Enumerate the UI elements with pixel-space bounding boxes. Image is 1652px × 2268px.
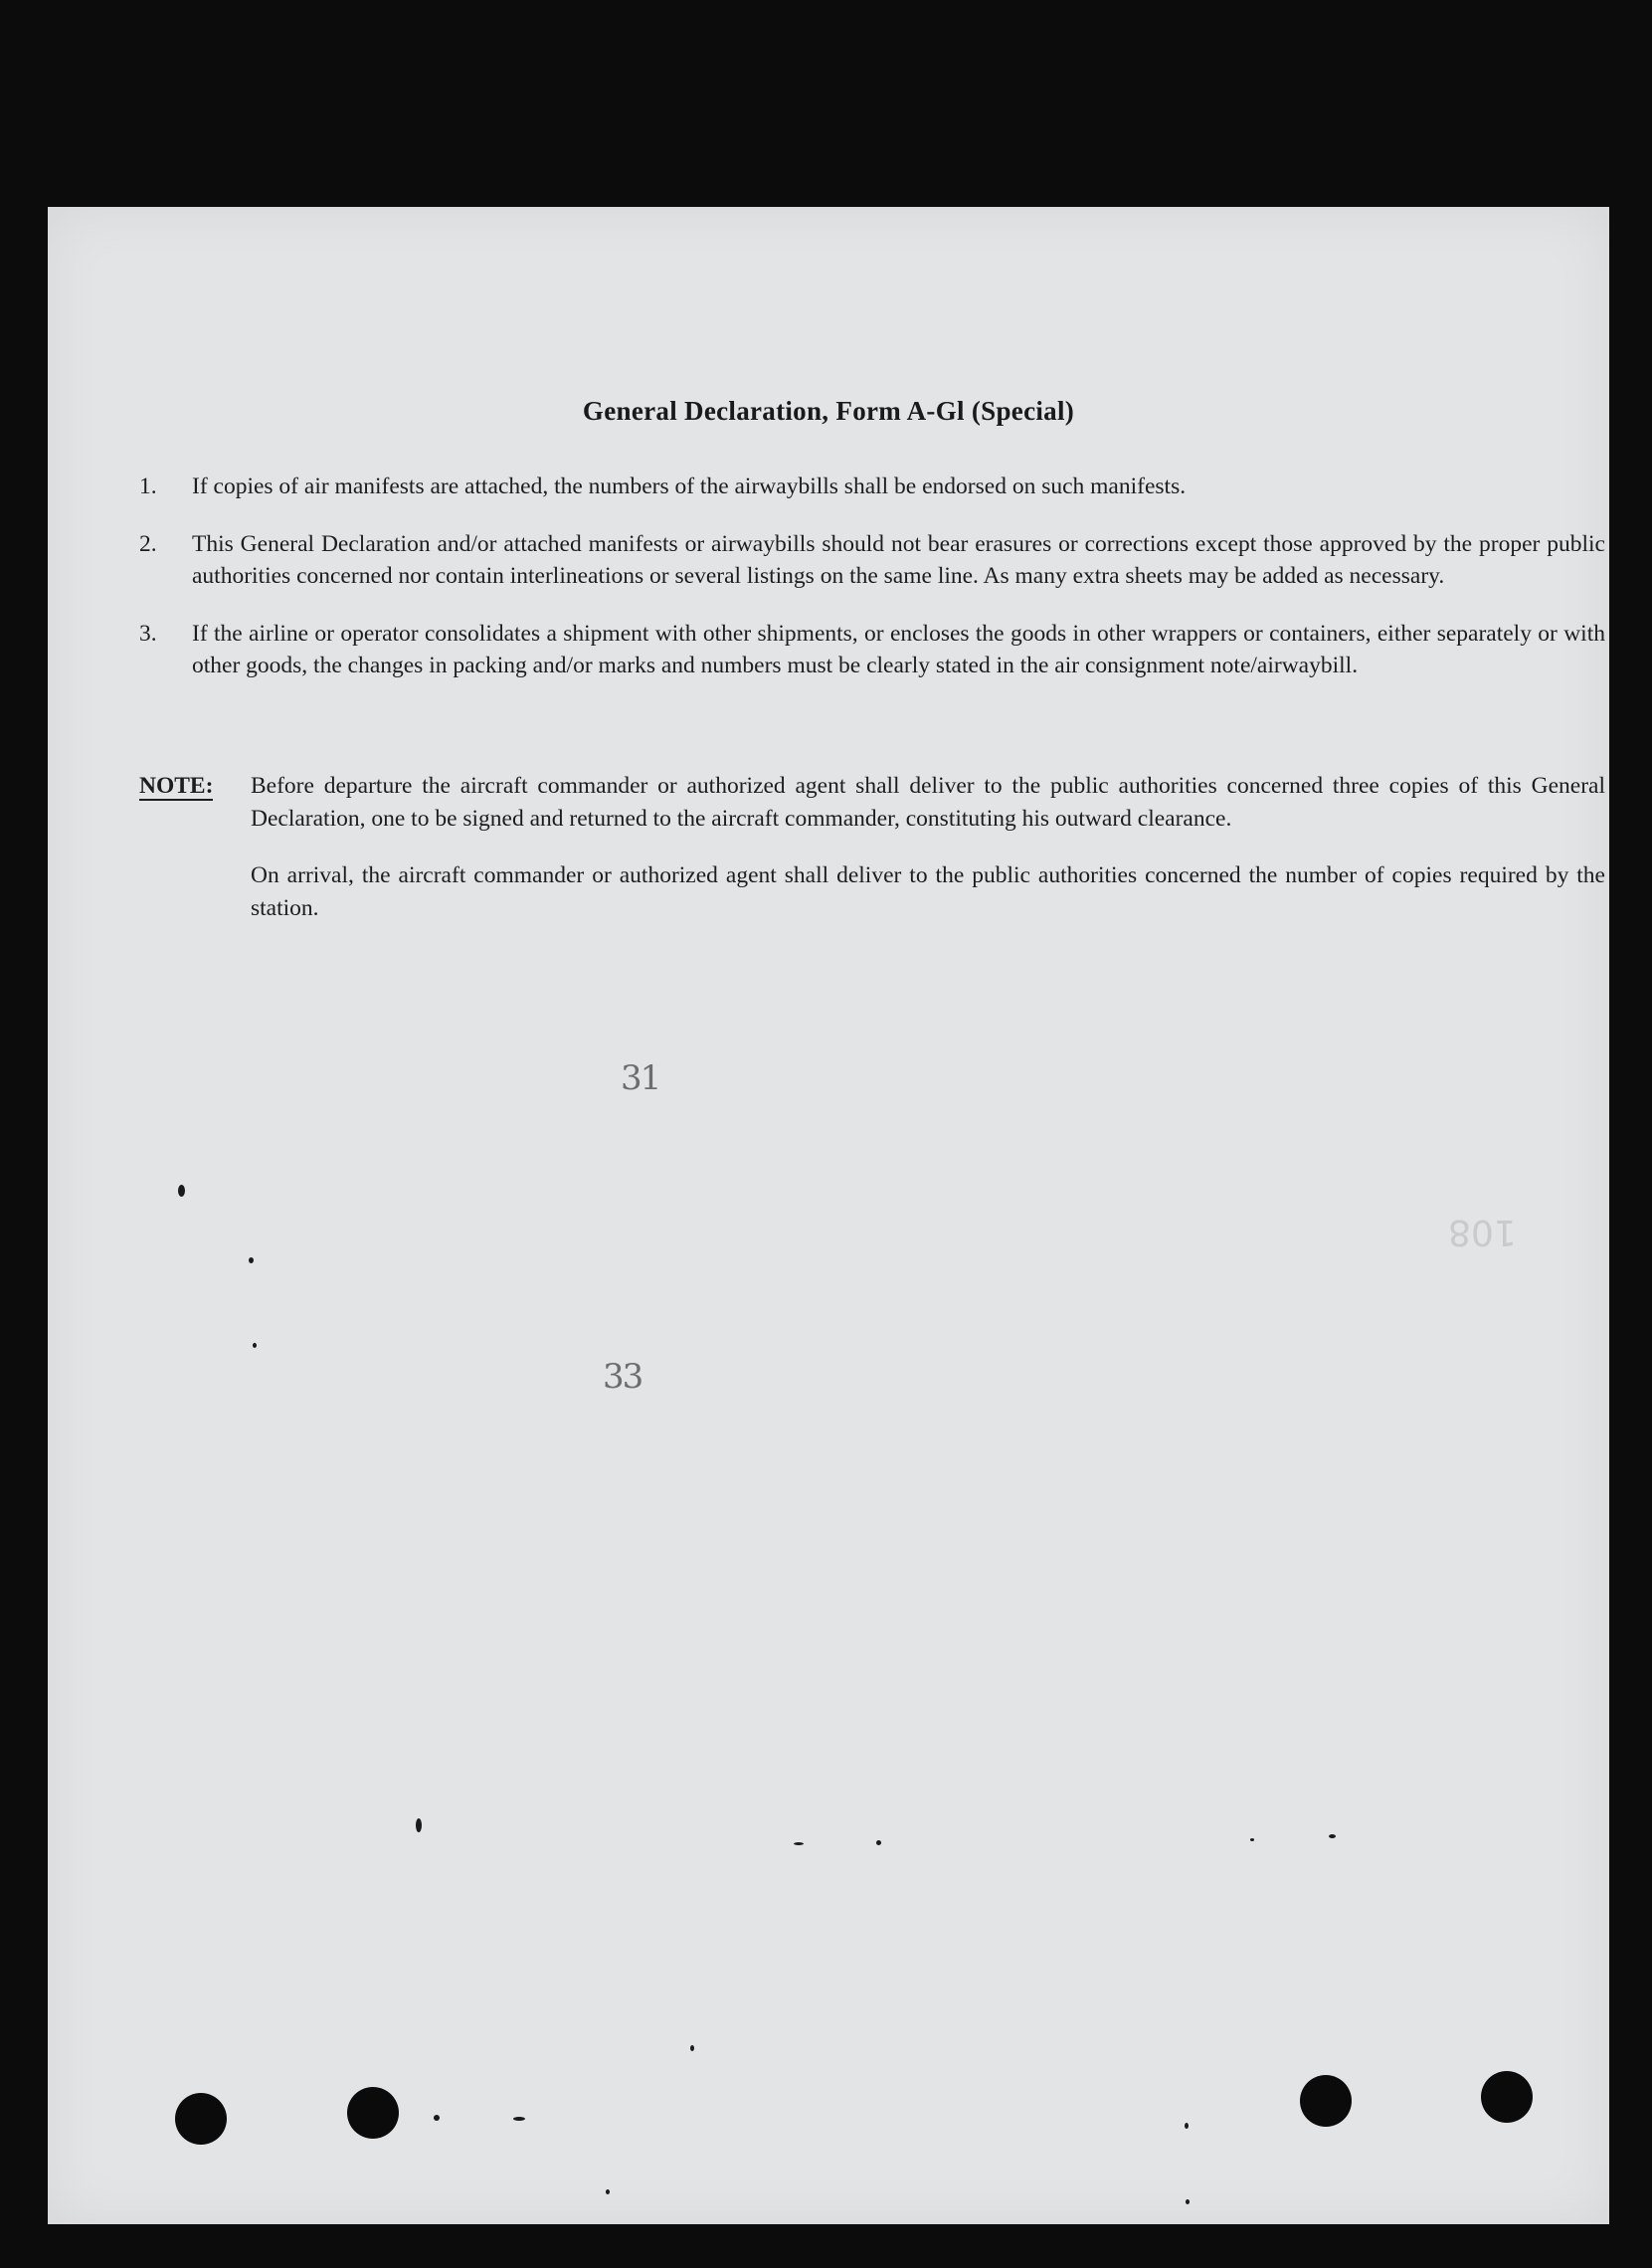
ink-speck (434, 2115, 440, 2121)
item-number: 3. (139, 620, 157, 647)
item-text: If the airline or operator consolidates a shipment with other shipments, or encloses the goods in other wrappers or containers, either separately or with other goods, the changes in packing and/or marks and numbers must be clearly stated in the air consignment note/airwaybill. (192, 620, 1605, 678)
ink-speck (1185, 2123, 1189, 2129)
ink-speck (794, 1842, 804, 1845)
punch-hole (175, 2093, 227, 2145)
ink-speck (606, 2189, 610, 2194)
note-section (139, 770, 1605, 949)
ink-speck (690, 2045, 694, 2051)
ink-speck (249, 1257, 254, 1263)
handwritten-number: 33 (603, 1357, 642, 1397)
list-item (139, 618, 1605, 682)
ink-speck (876, 1840, 881, 1845)
list-item (139, 528, 1605, 593)
item-number: 1. (139, 473, 157, 499)
note-paragraph: On arrival, the aircraft commander or authorized agent shall deliver to the public authorities concerned the number of copies required by the station. (251, 862, 1605, 921)
item-number: 2. (139, 530, 157, 557)
form-title: General Declaration, Form A-Gl (Special) (582, 396, 1075, 426)
handwritten-number: 31 (621, 1058, 660, 1098)
note-body (251, 770, 1605, 949)
punch-hole (1300, 2075, 1352, 2127)
ink-speck (253, 1343, 257, 1348)
document-page (48, 207, 1609, 2224)
bleed-through-number: 108 (1448, 1212, 1517, 1252)
punch-hole (347, 2087, 399, 2139)
punch-hole (1481, 2071, 1533, 2123)
item-text: If copies of air manifests are attached, the numbers of the airwaybills shall be endorsed on such manifests. (192, 473, 1187, 499)
item-text: This General Declaration and/or attached manifests or airwaybills should not bear erasures or corrections except those approved by the proper public authorities concerned nor contain interlineations or several listings on the same line. As many extra sheets may be added as necessary. (192, 530, 1605, 589)
note-paragraph: Before departure the aircraft commander or authorized agent shall deliver to the public authorities concerned three copies of this General Declaration, one to be signed and returned to the aircraft commander, constituting his outward clearance. (251, 773, 1605, 832)
ink-speck (178, 1185, 185, 1197)
note-label: NOTE: (139, 773, 214, 799)
ink-speck (1186, 2199, 1190, 2204)
list-item (139, 471, 1605, 503)
instruction-list (139, 471, 1605, 707)
ink-speck (513, 2117, 525, 2121)
ink-speck (416, 1818, 422, 1832)
ink-speck (1329, 1834, 1336, 1838)
ink-speck (1250, 1838, 1254, 1841)
